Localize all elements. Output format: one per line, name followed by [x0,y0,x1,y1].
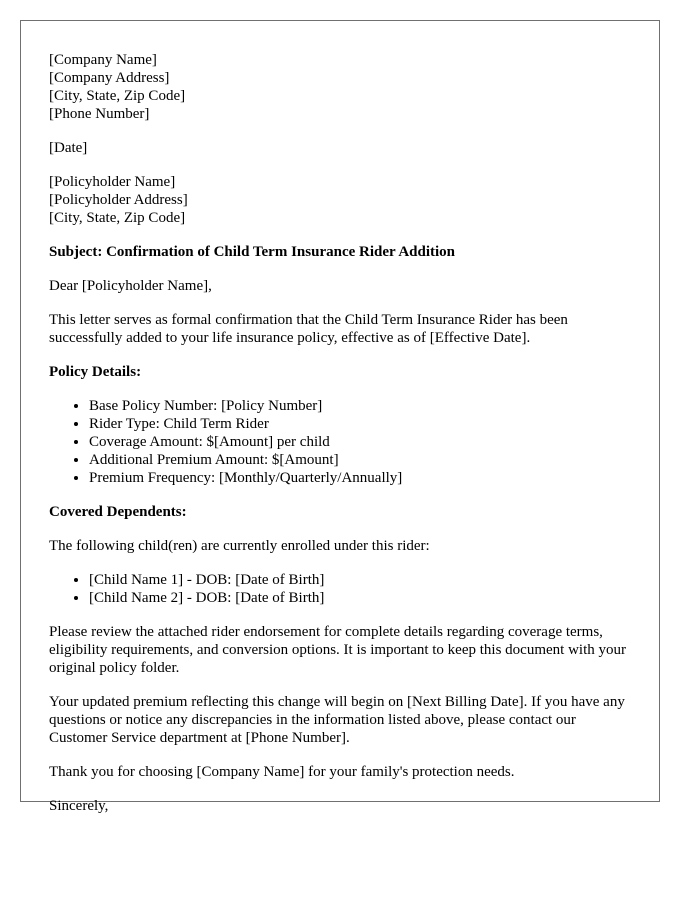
letter-page [20,20,660,814]
recipient-address [49,173,631,227]
letter-subject: Subject: Confirmation of Child Term Insurance Rider Addition [49,244,456,260]
letter-date: [Date] [49,140,88,156]
sender-company-address: [Company Address] [49,70,170,86]
policy-details-list [49,397,631,487]
policy-detail-item: • Premium Frequency: [Monthly/Quarterly/Annually] [89,469,631,487]
policy-detail-item: • Rider Type: Child Term Rider [89,415,631,433]
salutation: Dear [Policyholder Name], [49,278,212,294]
policy-detail-item: • Base Policy Number: [Policy Number] [89,397,631,415]
sender-address [49,51,631,123]
dependent-item: • [Child Name 2] - DOB: [Date of Birth] [89,589,631,607]
recipient-name: [Policyholder Name] [49,174,176,190]
premium-paragraph: Your updated premium reflecting this change will begin on [Next Billing Date]. If you have any questions or notice any discrepancies in the information listed above, please contact our Customer Service department at [Phone Number]. [49,694,625,746]
policy-detail-item: • Coverage Amount: $[Amount] per child [89,433,631,451]
dependent-item: • [Child Name 1] - DOB: [Date of Birth] [89,571,631,589]
sender-city-state-zip: [City, State, Zip Code] [49,88,186,104]
recipient-address-line: [Policyholder Address] [49,192,188,208]
recipient-city-state-zip: [City, State, Zip Code] [49,210,186,226]
intro-paragraph: This letter serves as formal confirmation that the Child Term Insurance Rider has been successfully added to your life insurance policy, effective as of [Effective Date]. [49,312,568,346]
sender-phone: [Phone Number] [49,106,150,122]
policy-detail-item: • Additional Premium Amount: $[Amount] [89,451,631,469]
dependents-intro: The following child(ren) are currently enrolled under this rider: [49,538,430,554]
sender-company-name: [Company Name] [49,52,157,68]
letter-content [21,21,659,815]
closing: Sincerely, [49,798,109,814]
dependents-heading: Covered Dependents: [49,504,187,520]
review-paragraph: Please review the attached rider endorsement for complete details regarding coverage terms, eligibility requirements, and conversion options. It is important to keep this document with your original policy folder. [49,624,626,676]
policy-details-heading: Policy Details: [49,364,142,380]
thanks-paragraph: Thank you for choosing [Company Name] for your family's protection needs. [49,764,515,780]
dependents-list [49,571,631,607]
